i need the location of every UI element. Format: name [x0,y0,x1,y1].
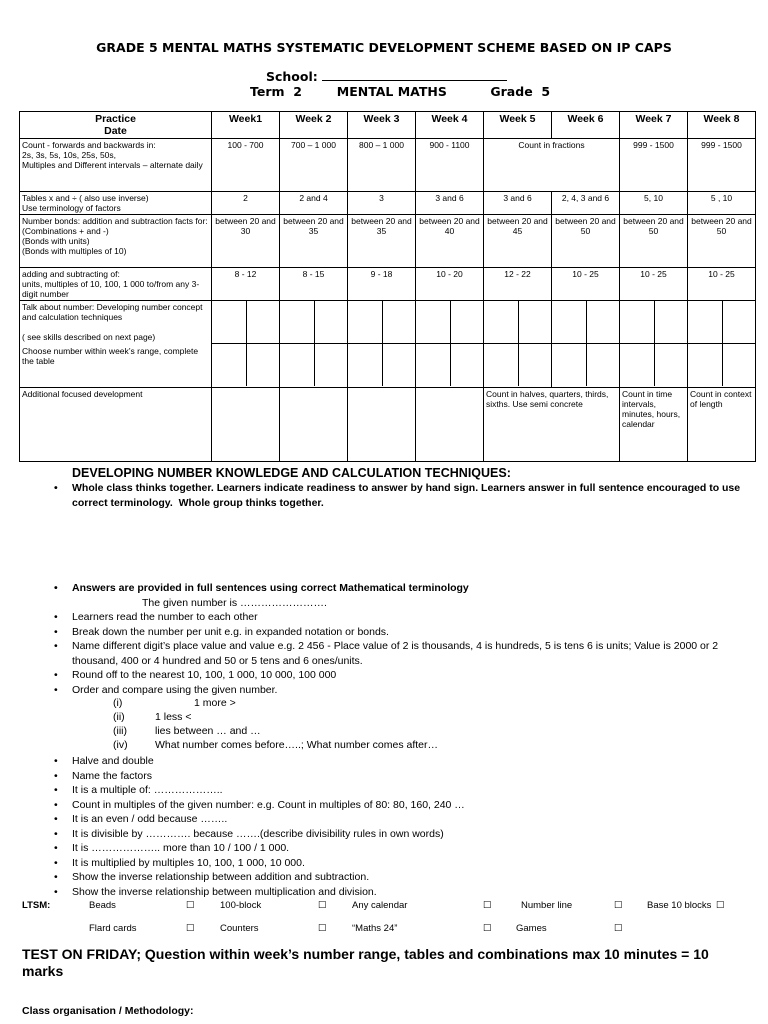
intro-list [72,481,742,510]
given-number-line: The given number is ……………………. [142,597,327,609]
list-item: • It is a multiple of: ……………….. [72,783,742,798]
cell: 999 - 1500 [688,139,756,192]
cell: 2 [212,192,280,215]
section-title: DEVELOPING NUMBER KNOWLEDGE AND CALCULATION TECHNIQUES: [72,466,511,480]
header-week5: Week 5 [484,112,552,139]
list-item: • Name different digit’s place value and value e.g. 2 456 - Place value of 2 is thousands, 4 is hundreds, 5 is tens 6 is units; Value is 2000 or 2 thousand, 400 or 4 hundred and 50 or 5 tens and 6 ones/units. [72,639,742,668]
row-label: Tables x and ÷ ( also use inverse) Use terminology of factors [20,192,212,215]
list-item: • Learners read the number to each other [72,610,742,625]
header-week3: Week 3 [348,112,416,139]
skills-list [72,610,742,697]
table-row-adding [20,268,756,301]
sub-item-text: lies between … and … [155,725,261,737]
cell: between 20 and 50 [552,215,620,268]
header-week6: Week 6 [552,112,620,139]
header-week8: Week 8 [688,112,756,139]
cell: Count in context of length [688,388,756,462]
table-row-tables [20,192,756,215]
answers-list [72,581,742,596]
schedule-table [19,111,756,462]
checkbox-icon[interactable]: ☐ [186,923,195,934]
sub-item-text: 1 more > [194,697,236,709]
cell: 10 - 25 [620,268,688,301]
list-item: • It is multiplied by multiples 10, 100, 1 000, 10 000. [72,856,742,871]
sub-item-text: What number comes before…..; What number comes after… [155,739,439,751]
talk-label-b: Choose number within week’s range, complete the table [22,346,199,366]
school-label: School: [266,69,318,84]
class-organisation-heading: Class organisation / Methodology: [22,1005,194,1017]
checkbox-icon[interactable]: ☐ [318,900,327,911]
list-item: • Round off to the nearest 10, 100, 1 000, 10 000, 100 000 [72,668,742,683]
cell: 700 – 1 000 [280,139,348,192]
cell: 2 and 4 [280,192,348,215]
list-item: • Name the factors [72,769,742,784]
school-blank-line [322,70,507,81]
list-item: • Break down the number per unit e.g. in expanded notation or bonds. [72,625,742,640]
talk-grid-week1 [212,301,280,388]
ltsm-item-games: Games [516,923,547,934]
sub-item-text: 1 less < [155,711,192,723]
document-title: GRADE 5 MENTAL MATHS SYSTEMATIC DEVELOPMENT SCHEME BASED ON IP CAPS [96,40,672,55]
talk-grid-week4 [416,301,484,388]
checkbox-icon[interactable]: ☐ [318,923,327,934]
cell: between 20 and 45 [484,215,552,268]
header-week1: Week1 [212,112,280,139]
ltsm-label: LTSM: [22,900,51,911]
ltsm-item-number-line: Number line [521,900,573,911]
cell: 3 [348,192,416,215]
sub-item-num: (ii) [113,711,125,723]
ltsm-item-flard-cards: Flard cards [89,923,137,934]
row-label: Number bonds: addition and subtraction facts for: (Combinations + and -) (Bonds with units) (Bonds with multiples of 10) [20,215,212,268]
checkbox-icon[interactable]: ☐ [483,900,492,911]
cell: 5, 10 [620,192,688,215]
row-label: Count - forwards and backwards in: 2s, 3s, 5s, 10s, 25s, 50s, Multiples and Different intervals – alternate daily [20,139,212,192]
checkbox-icon[interactable]: ☐ [483,923,492,934]
cell: 999 - 1500 [620,139,688,192]
cell [348,388,416,462]
cell [280,388,348,462]
list-item: • Whole class thinks together. Learners indicate readiness to answer by hand sign. Learners answer in full sentence encouraged to use correct terminology. Whole group thinks together. [72,481,742,510]
sub-item-num: (i) [113,697,123,709]
list-item: • Order and compare using the given number. [72,683,742,698]
header-week2: Week 2 [280,112,348,139]
list-item: • Show the inverse relationship between addition and subtraction. [72,870,742,885]
cell: 8 - 12 [212,268,280,301]
cell [416,388,484,462]
checkbox-icon[interactable]: ☐ [186,900,195,911]
school-field [266,69,507,84]
talk-grid-week2 [280,301,348,388]
talk-label-a: Talk about number: Developing number concept and calculation techniques ( see skills described on next page) [22,302,203,342]
cell: 900 - 1100 [416,139,484,192]
cell: between 20 and 50 [688,215,756,268]
row-label: adding and subtracting of: units, multiples of 10, 100, 1 000 to/from any 3-digit number [20,268,212,301]
cell: 2, 4, 3 and 6 [552,192,620,215]
talk-grid-week5 [484,301,552,388]
cell: 12 - 22 [484,268,552,301]
list-item: • Count in multiples of the given number: e.g. Count in multiples of 80: 80, 160, 240 … [72,798,742,813]
cell: 8 - 15 [280,268,348,301]
cell: 3 and 6 [416,192,484,215]
table-header-row [20,112,756,139]
sub-item-num: (iv) [113,739,128,751]
list-item: • Halve and double [72,754,742,769]
checkbox-icon[interactable]: ☐ [614,923,623,934]
list-item: • It is an even / odd because …….. [72,812,742,827]
cell: 5 , 10 [688,192,756,215]
header-practice-date: Practice Date [20,112,212,139]
sub-item-num: (iii) [113,725,127,737]
list-item: • It is ……………….. more than 10 / 100 / 1 000. [72,841,742,856]
table-row-additional [20,388,756,462]
cell: 10 - 25 [552,268,620,301]
term-line: Term 2 MENTAL MATHS Grade 5 [250,84,551,99]
checkbox-icon[interactable]: ☐ [716,900,725,911]
ltsm-item-counters: Counters [220,923,259,934]
talk-grid-week8 [688,301,756,388]
header-week7: Week 7 [620,112,688,139]
cell: 9 - 18 [348,268,416,301]
list-item: • Show the inverse relationship between multiplication and division. [72,885,742,900]
ltsm-item-100-block: 100-block [220,900,262,911]
table-row-talk [20,301,756,388]
list-item: • It is divisible by …………. because …….(describe divisibility rules in own words) [72,827,742,842]
cell: Count in time intervals, minutes, hours, calendar [620,388,688,462]
cell: 800 – 1 000 [348,139,416,192]
cell: between 20 and 30 [212,215,280,268]
ltsm-item-base10: Base 10 blocks [647,900,712,911]
talk-grid-week6 [552,301,620,388]
cell: between 20 and 50 [620,215,688,268]
cell [212,388,280,462]
cell: 10 - 20 [416,268,484,301]
ltsm-item-calendar: Any calendar [352,900,408,911]
header-week4: Week 4 [416,112,484,139]
row-label [20,301,212,388]
list-item: • Answers are provided in full sentences using correct Mathematical terminology [72,581,742,596]
checkbox-icon[interactable]: ☐ [614,900,623,911]
table-row-count [20,139,756,192]
ltsm-item-maths24: “Maths 24” [352,923,398,934]
cell: between 20 and 35 [280,215,348,268]
cell: between 20 and 35 [348,215,416,268]
talk-grid-week3 [348,301,416,388]
table-row-bonds [20,215,756,268]
cell: between 20 and 40 [416,215,484,268]
row-label: Additional focused development [20,388,212,462]
cell: Count in halves, quarters, thirds, sixths. Use semi concrete [484,388,620,462]
cell: 100 - 700 [212,139,280,192]
ltsm-item-beads: Beads [89,900,116,911]
cell: Count in fractions [484,139,620,192]
cell: 10 - 25 [688,268,756,301]
test-notice: TEST ON FRIDAY; Question within week’s number range, tables and combinations max 10 minutes = 10 marks [22,946,709,979]
talk-grid-week7 [620,301,688,388]
cell: 3 and 6 [484,192,552,215]
skills-list-2 [72,754,742,899]
